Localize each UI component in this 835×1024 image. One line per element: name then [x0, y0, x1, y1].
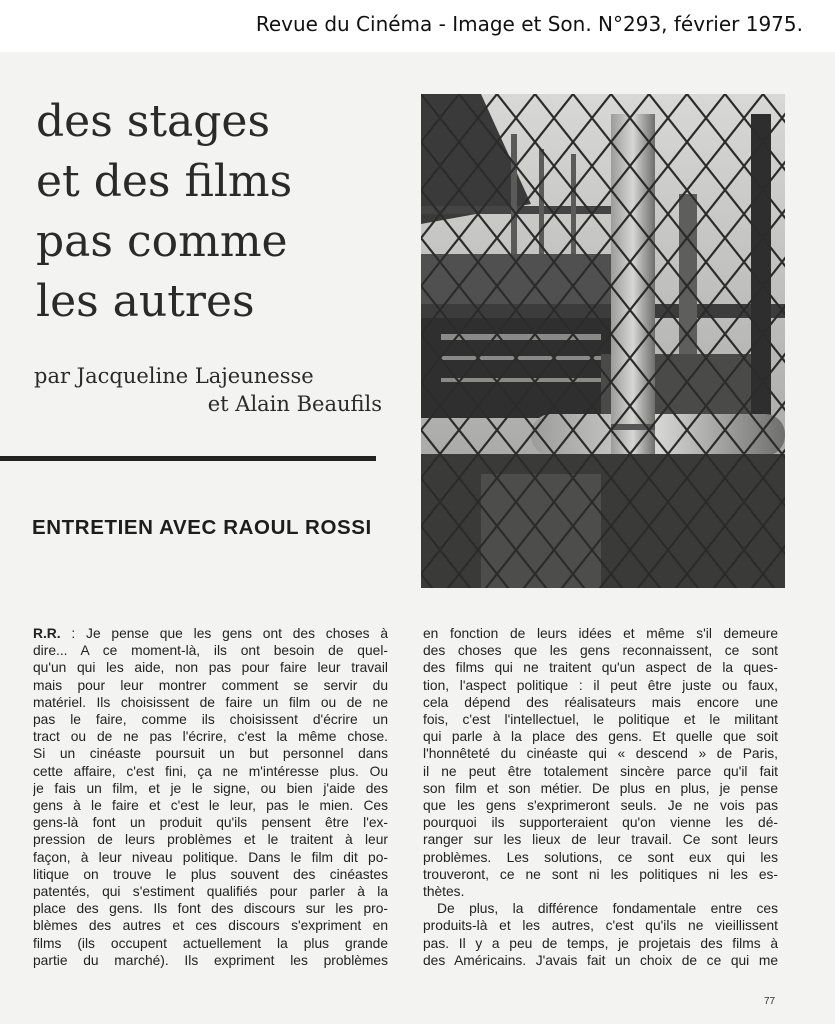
text-line: place des gens. Ils font des discours sur les pro-: [33, 901, 388, 917]
text-line: cela dépend des réalisateurs mais encore une: [423, 694, 778, 710]
text-line: que les gens s'exprimeront seuls. Je ne vois pas: [423, 798, 778, 814]
text-column-right: [423, 625, 778, 969]
text-line: De plus, la différence fondamentale entre ces: [437, 901, 778, 917]
text-line: des films qui ne traitent qu'un aspect de la ques-: [423, 660, 778, 676]
text-line: trouveront, ce ne sont ni les politiques ni les es-: [423, 866, 778, 882]
text-line: mais pour leur montrer comment se servir du: [33, 677, 388, 693]
text-line: ranger sur les lieux de leur travail. Ce sont leurs: [423, 832, 778, 848]
text-line: partie du marché). Ils expriment les problèmes: [33, 952, 388, 968]
title-line: les autres: [36, 276, 255, 327]
title-line: des stages: [36, 96, 271, 147]
text-line: tion, l'aspect politique : il peut être juste ou faux,: [423, 677, 778, 693]
divider-rule: [0, 456, 376, 461]
text-line: cette affaire, c'est fini, ça ne m'intéresse plus. Ou: [33, 763, 388, 779]
text-line: Si un cinéaste poursuit un but personnel dans: [33, 746, 388, 762]
text-line: gens à le faire et c'est le leur, pas le mien. Ces: [33, 798, 388, 814]
text-column-left: [33, 625, 388, 969]
text-line: il ne peut être totalement sincère parce qu'il fait: [423, 763, 778, 779]
caption-bar: [0, 0, 835, 52]
title-line: et des films: [36, 156, 293, 207]
text-line: matériel. Ils choisissent de faire un film ou de ne: [33, 694, 388, 710]
title-line: pas comme: [36, 216, 288, 267]
page-number: 77: [764, 996, 776, 1007]
magazine-page: [0, 52, 835, 1024]
text-line: pourquoi ils supporteraient qu'on vienne les dé-: [423, 815, 778, 831]
interview-heading: ENTRETIEN AVEC RAOUL ROSSI: [32, 516, 372, 539]
text-line: des choses que les gens reconnaissent, ce sont: [423, 643, 778, 659]
text-line: en fonction de leurs idées et même s'il demeure: [423, 626, 778, 641]
text-line: dire... A ce moment-là, ils ont besoin de quel-: [33, 643, 388, 659]
text-line: pas le faire, comme ils choisissent d'écrire un: [33, 712, 388, 728]
text-line: pression de leurs problèmes et le traitent à leur: [33, 832, 388, 848]
text-line: patentés, qui s'estiment qualifiés pour parler à la: [33, 884, 388, 900]
text-line: fois, c'est l'intellectuel, le politique et le militant: [423, 712, 778, 728]
text-line: produits-là et les autres, c'est qu'ils ne vieillissent: [423, 918, 778, 934]
text-line: thètes.: [423, 884, 465, 900]
source-caption: Revue du Cinéma - Image et Son. N°293, février 1975.: [255, 12, 803, 36]
text-line: je fais un film, et je le signe, ou bien j'aide des: [33, 780, 388, 796]
speaker-initials: R.R.: [33, 626, 61, 641]
text-line: des Américains. J'avais fait un choix de ce qui me: [423, 952, 778, 968]
text-line: [33, 625, 388, 642]
text-line: l'honnêteté du cinéaste qui « descend » de Paris,: [423, 746, 778, 762]
text-fragment: : Je pense que les gens ont des choses à: [60, 626, 388, 641]
text-line: gens-là font un produit qu'ils pensent être l'ex-: [33, 815, 388, 831]
text-line: tract ou de ne pas l'écrire, c'est la même chose.: [33, 729, 388, 745]
byline-line: par Jacqueline Lajeunesse: [34, 364, 314, 388]
text-line: blèmes des autres et ces discours s'expriment en: [33, 918, 388, 934]
article-title: [36, 92, 292, 332]
text-line: litique on trouve le plus souvent des cinéastes: [33, 866, 388, 882]
text-line: problèmes. Les solutions, ce sont eux qui les: [423, 849, 778, 865]
text-line: façon, à leur niveau politique. Dans le film dit po-: [33, 849, 388, 865]
text-line: son film et son métier. De plus en plus, je pense: [423, 780, 778, 796]
industrial-fence-photo: [421, 94, 785, 588]
text-line: films (ils occupent actuellement la plus grande: [33, 935, 388, 951]
byline: [34, 362, 384, 418]
text-line: qui parle à la place des gens. Et quelle que soit: [423, 729, 778, 745]
text-line: pas. Il y a peu de temps, je projetais des films à: [423, 935, 778, 951]
byline-line: et Alain Beaufils: [207, 392, 382, 416]
text-line: qu'un qui les aide, non pas pour faire leur travail: [33, 660, 388, 676]
